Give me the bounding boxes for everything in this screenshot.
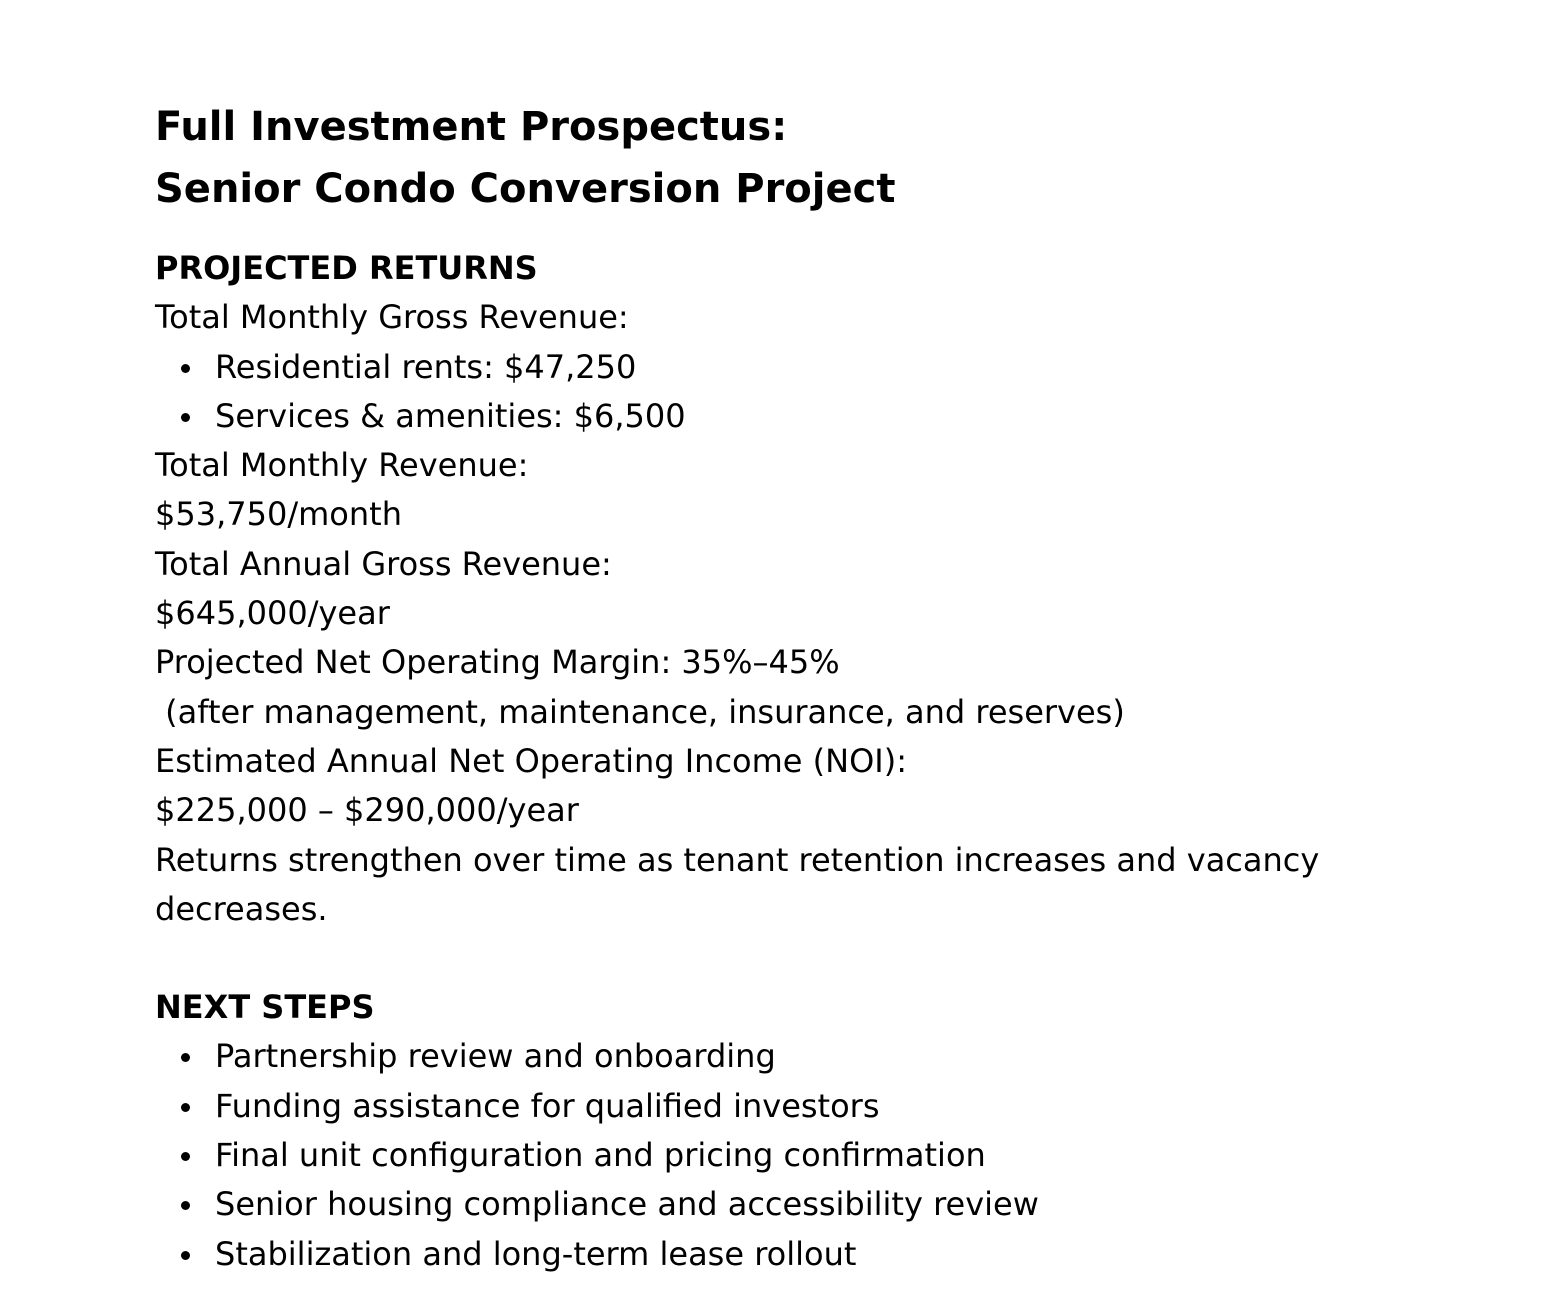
document-page bbox=[155, 96, 1455, 1279]
next-steps-heading: NEXT STEPS bbox=[155, 988, 375, 1027]
noi-value: $225,000 – $290,000/year bbox=[155, 791, 579, 830]
annual-gross-label: Total Annual Gross Revenue: bbox=[155, 544, 612, 583]
net-operating-margin-note: (after management, maintenance, insurance, and reserves) bbox=[155, 692, 1125, 731]
projected-returns-heading: PROJECTED RETURNS bbox=[155, 249, 538, 287]
list-item: Residential rents: $47,250 bbox=[155, 343, 1455, 392]
document-title bbox=[155, 96, 1455, 220]
next-steps-list bbox=[155, 1032, 1455, 1278]
section-spacer bbox=[155, 934, 1455, 983]
net-operating-margin: Projected Net Operating Margin: 35%–45% bbox=[155, 643, 840, 682]
list-item: Funding assistance for qualified investors bbox=[155, 1082, 1455, 1131]
title-line-1: Full Investment Prospectus: bbox=[155, 104, 788, 150]
monthly-revenue-list bbox=[155, 343, 1455, 442]
list-item: Final unit configuration and pricing confirmation bbox=[155, 1131, 1455, 1180]
returns-summary: Returns strengthen over time as tenant retention increases and vacancy decreases. bbox=[155, 840, 1320, 928]
list-item: Services & amenities: $6,500 bbox=[155, 392, 1455, 441]
next-steps-section bbox=[155, 983, 1455, 1279]
list-item: Senior housing compliance and accessibility review bbox=[155, 1180, 1455, 1229]
monthly-total-label: Total Monthly Revenue: bbox=[155, 446, 529, 485]
list-item: Partnership review and onboarding bbox=[155, 1032, 1455, 1081]
list-item: Stabilization and long-term lease rollout bbox=[155, 1230, 1455, 1279]
annual-gross-value: $645,000/year bbox=[155, 594, 390, 633]
monthly-total-value: $53,750/month bbox=[155, 495, 402, 534]
projected-returns-section bbox=[155, 244, 1455, 934]
noi-label: Estimated Annual Net Operating Income (NOI): bbox=[155, 741, 907, 780]
monthly-gross-label: Total Monthly Gross Revenue: bbox=[155, 298, 629, 337]
title-line-2: Senior Condo Conversion Project bbox=[155, 166, 896, 212]
